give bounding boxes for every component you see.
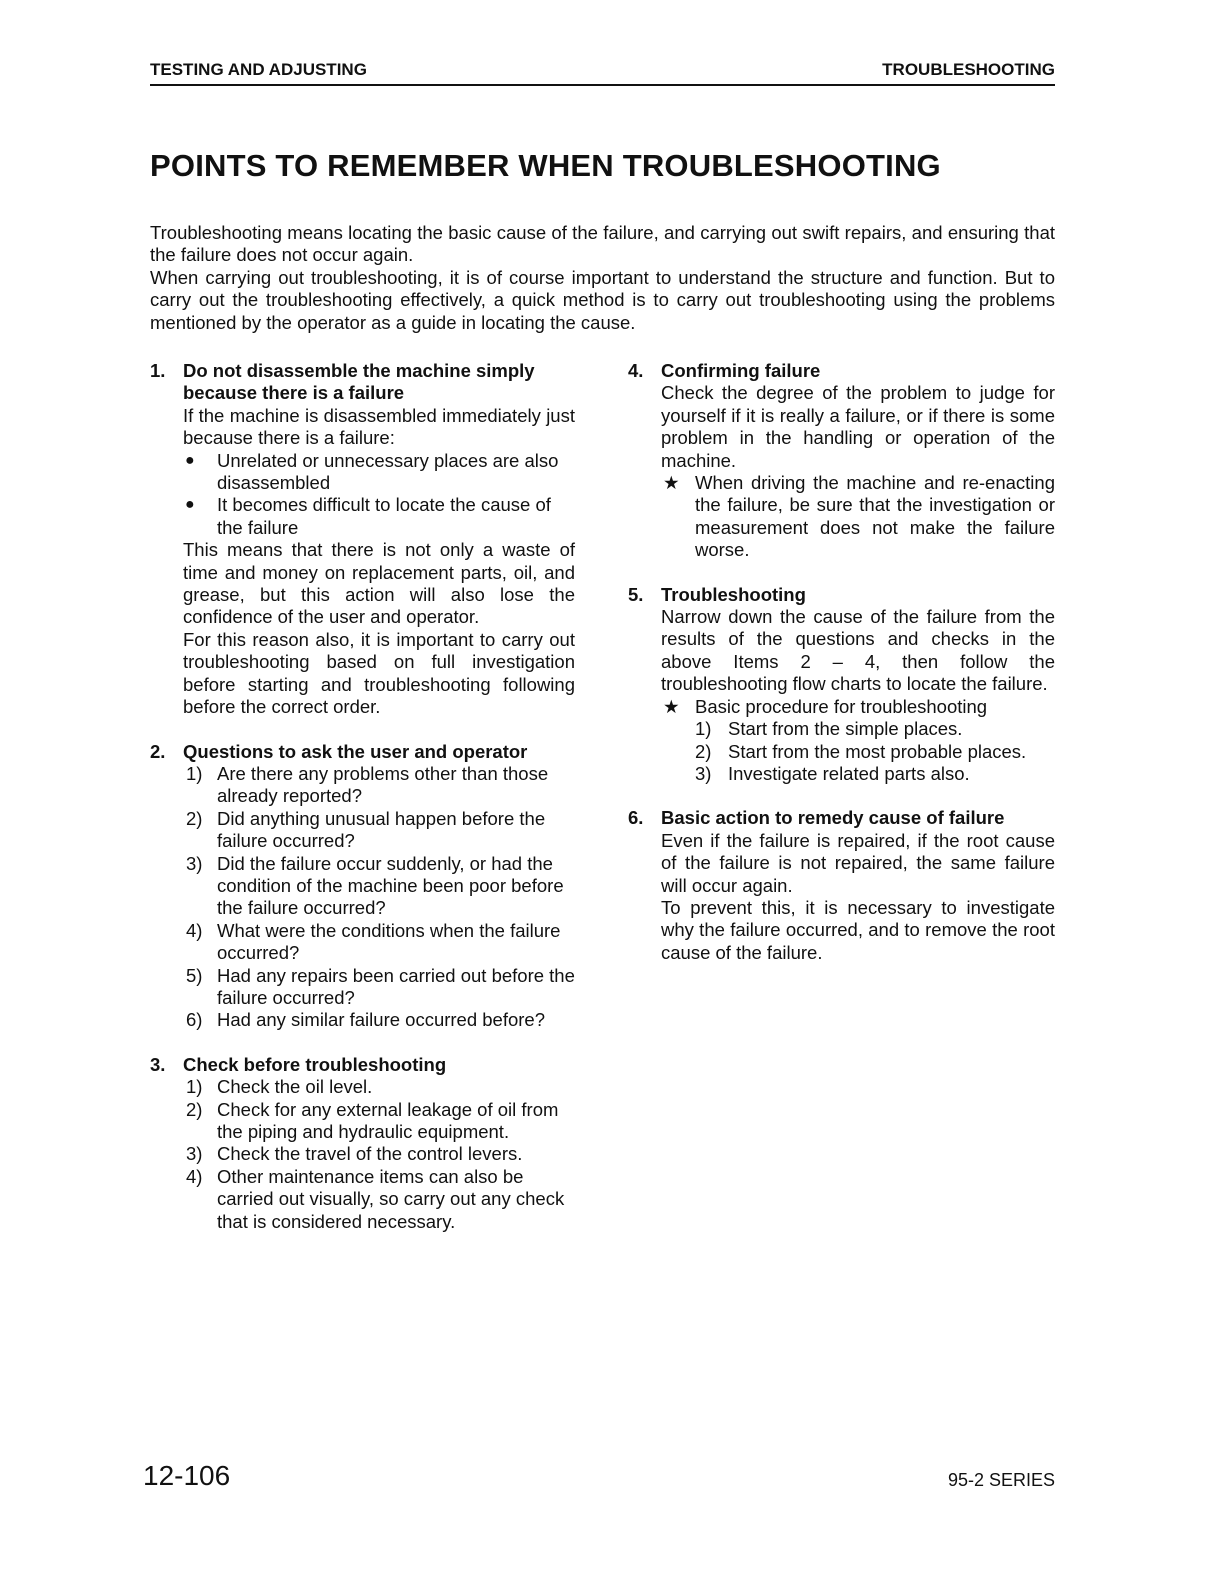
section-heading: Basic action to remedy cause of failure xyxy=(661,807,1005,829)
page-number: 12-106 xyxy=(143,1460,231,1491)
section-number: 6. xyxy=(628,807,644,829)
list-item-text: Check the travel of the control levers. xyxy=(217,1143,523,1165)
list-item-text: Other maintenance items can also be carried out visually, so carry out any check that is considered necessary. xyxy=(217,1165,565,1232)
section-text: Check the degree of the problem to judge for yourself if it is really a failure, or if there is some problem in the handling or operation of the machine. xyxy=(661,382,1055,471)
list-marker: 5) xyxy=(186,964,203,986)
list-item xyxy=(183,1143,575,1165)
list-marker: 6) xyxy=(186,1009,203,1031)
section-number: 5. xyxy=(628,583,644,605)
list-item xyxy=(183,494,575,539)
section-4 xyxy=(628,360,1055,562)
star-icon: ★ xyxy=(663,695,680,717)
section-6 xyxy=(628,807,1055,964)
list-item xyxy=(183,763,575,808)
list-marker: 4) xyxy=(186,1165,203,1187)
list-item-text: Start from the most probable places. xyxy=(728,740,1027,762)
section-number: 2. xyxy=(150,740,166,762)
section-number: 3. xyxy=(150,1053,166,1075)
intro-paragraph: When carrying out troubleshooting, it is of course important to understand the structure and function. But to carry out the troubleshooting effectively, a quick method is to carry out troubleshooting using the problems mentioned by the operator as a guide in locating the cause. xyxy=(150,266,1055,333)
section-text: Even if the failure is repaired, if the root cause of the failure is not repaired, the same failure will occur again. xyxy=(661,829,1055,896)
page-title: POINTS TO REMEMBER WHEN TROUBLESHOOTING xyxy=(150,148,941,183)
list-marker: 2) xyxy=(186,1098,203,1120)
list-marker: 3) xyxy=(186,852,203,874)
section-heading: Questions to ask the user and operator xyxy=(183,740,528,762)
section-heading: Confirming failure xyxy=(661,360,821,381)
header-chapter-label: TROUBLESHOOTING xyxy=(882,60,1055,79)
section-text: This means that there is not only a waste of time and money on replacement parts, oil, and grease, but this action will also lose the confidence of the user and operator. xyxy=(183,539,575,628)
intro-text xyxy=(150,222,1055,334)
list-item xyxy=(695,763,1055,785)
list-marker: 3) xyxy=(186,1143,203,1165)
section-text: To prevent this, it is necessary to investigate why the failure occurred, and to remove the root cause of the failure. xyxy=(661,896,1055,963)
section-5 xyxy=(628,584,1055,786)
section-3 xyxy=(150,1054,575,1233)
list-item-text: Had any repairs been carried out before the failure occurred? xyxy=(217,964,575,1008)
note xyxy=(661,472,1055,562)
list-item-text: What were the conditions when the failure occurred? xyxy=(217,919,561,964)
section-text: Narrow down the cause of the failure from the results of the questions and checks in the above Items 2 – 4, then follow the troubleshooting flow charts to locate the failure. xyxy=(661,606,1055,695)
list-item-text: Investigate related parts also. xyxy=(728,762,970,784)
list-item-text: It becomes difficult to locate the cause of the failure xyxy=(217,494,551,538)
list-item xyxy=(183,920,575,965)
list-item xyxy=(695,718,1055,740)
series-label: 95-2 SERIES xyxy=(947,1470,1055,1490)
section-heading: Troubleshooting xyxy=(661,583,806,605)
list-item-text: Did anything unusual happen before the failure occurred? xyxy=(217,807,546,852)
bullet-list xyxy=(183,450,575,540)
bullet-icon: ● xyxy=(185,451,195,469)
list-item xyxy=(183,1009,575,1031)
list-marker: 2) xyxy=(186,807,203,829)
list-marker: 1) xyxy=(186,762,203,784)
note-text: Basic procedure for troubleshooting xyxy=(695,695,988,717)
list-item xyxy=(183,808,575,853)
list-item xyxy=(183,965,575,1010)
section-heading: Do not disassemble the machine simply because there is a failure xyxy=(183,360,535,404)
list-marker: 4) xyxy=(186,919,203,941)
list-marker: 2) xyxy=(695,740,712,762)
list-item-text: Did the failure occur suddenly, or had the condition of the machine been poor before the failure occurred? xyxy=(217,852,564,919)
bullet-icon: ● xyxy=(185,496,195,514)
header-section-label: TESTING AND ADJUSTING xyxy=(150,60,367,79)
numbered-list xyxy=(183,1076,575,1233)
list-marker: 1) xyxy=(186,1076,203,1098)
list-item xyxy=(183,1076,575,1098)
left-column xyxy=(150,360,575,1255)
list-item-text: Start from the simple places. xyxy=(728,718,963,740)
list-item-text: Check for any external leakage of oil from the piping and hydraulic equipment. xyxy=(217,1098,559,1142)
section-text: If the machine is disassembled immediately just because there is a failure: xyxy=(183,404,575,449)
list-item xyxy=(183,1166,575,1233)
list-marker: 3) xyxy=(695,762,712,784)
right-column xyxy=(628,360,1055,986)
intro-paragraph: Troubleshooting means locating the basic cause of the failure, and carrying out swift repairs, and ensuring that the failure does not occur again. xyxy=(150,222,1055,266)
section-number: 1. xyxy=(150,360,166,381)
section-number: 4. xyxy=(628,360,644,381)
section-text: For this reason also, it is important to carry out troubleshooting based on full investigation before starting and troubleshooting following before the correct order. xyxy=(183,628,575,718)
list-item xyxy=(183,450,575,495)
list-marker: 1) xyxy=(695,718,712,740)
note-text: When driving the machine and re-enacting the failure, be sure that the investigation or measurement does not make the failure worse. xyxy=(695,472,1055,561)
star-icon: ★ xyxy=(663,472,680,494)
list-item-text: Unrelated or unnecessary places are also disassembled xyxy=(217,449,559,494)
note xyxy=(661,696,1055,786)
page-header xyxy=(150,60,1055,86)
list-item-text: Are there any problems other than those already reported? xyxy=(217,762,549,807)
list-item-text: Had any similar failure occurred before? xyxy=(217,1009,546,1031)
section-2 xyxy=(150,741,575,1032)
section-heading: Check before troubleshooting xyxy=(183,1053,447,1075)
section-1 xyxy=(150,360,575,719)
list-item xyxy=(695,741,1055,763)
list-item xyxy=(183,1099,575,1144)
numbered-list xyxy=(695,718,1055,785)
numbered-list xyxy=(183,763,575,1032)
list-item xyxy=(183,853,575,920)
list-item-text: Check the oil level. xyxy=(217,1076,373,1098)
